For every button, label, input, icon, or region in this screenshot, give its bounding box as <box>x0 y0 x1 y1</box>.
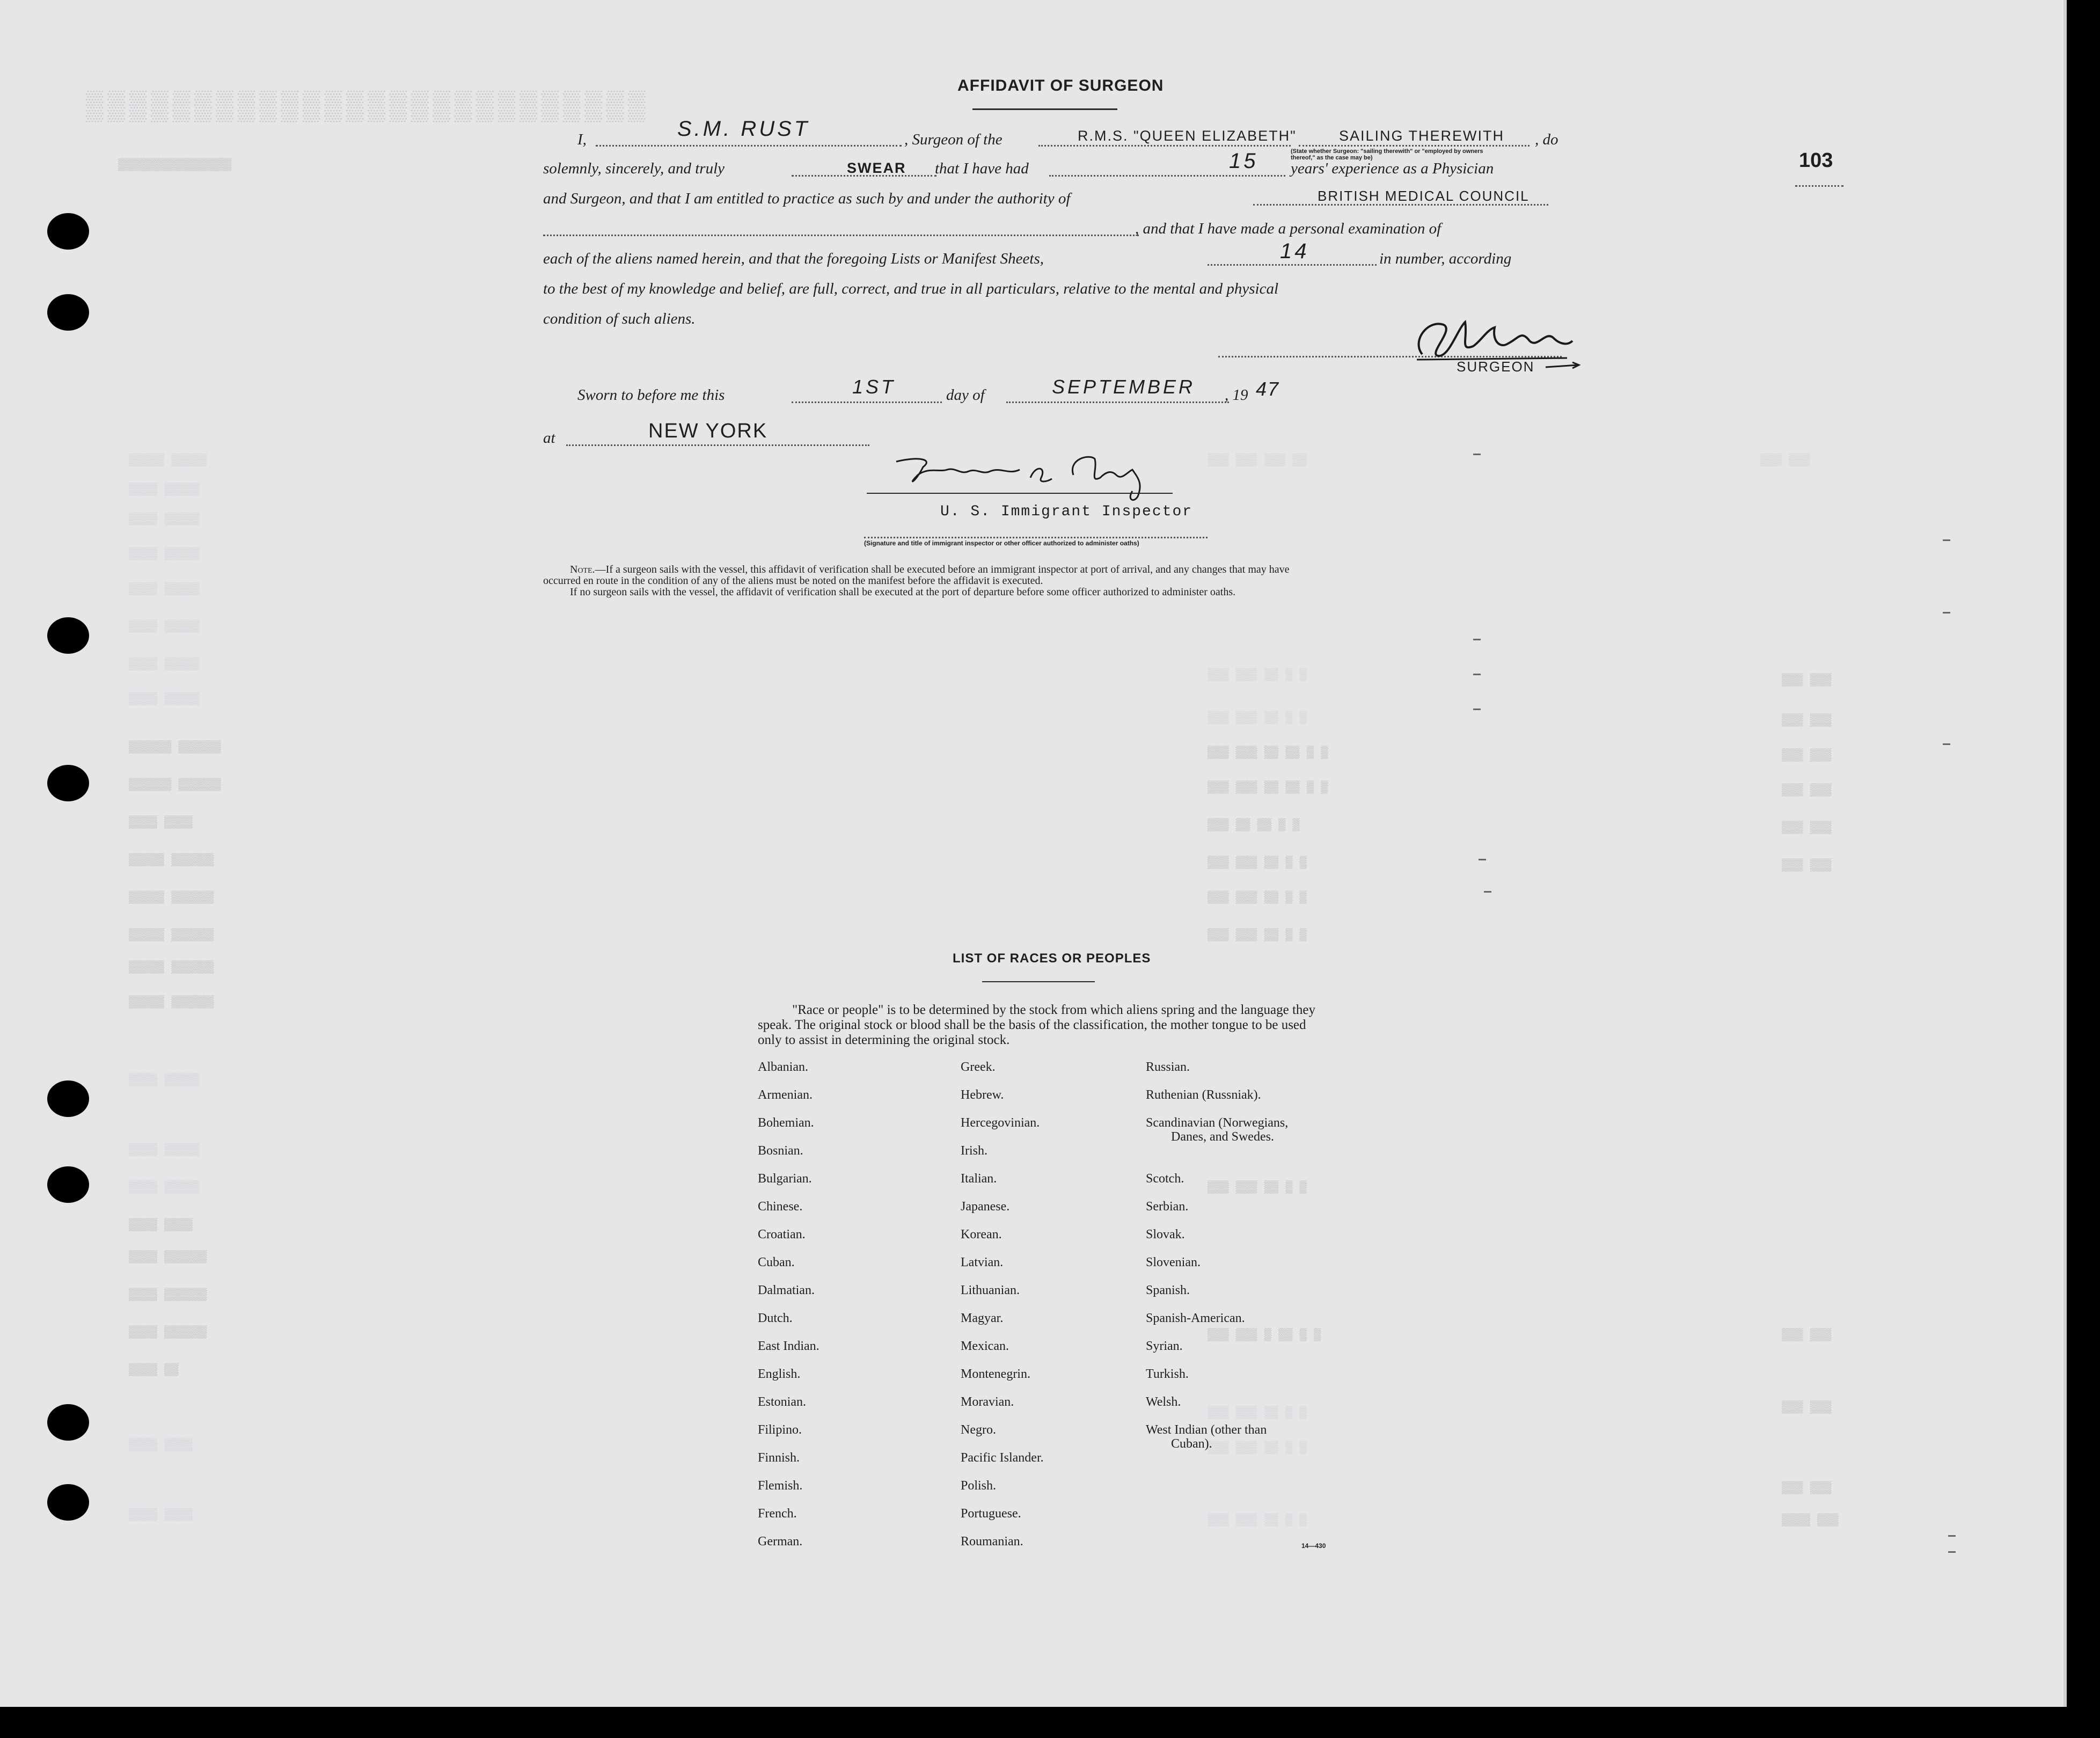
race-item: Syrian. <box>1146 1339 1183 1353</box>
line2-mid: that I have had <box>935 160 1029 177</box>
race-item: Korean. <box>961 1228 1002 1242</box>
race-item: Montenegrin. <box>961 1367 1030 1381</box>
inspector-signature <box>886 446 1165 505</box>
punch-hole <box>47 294 89 331</box>
race-item: Dalmatian. <box>758 1283 815 1297</box>
surgeon-name-line <box>596 145 902 147</box>
sworn-year-field: 47 <box>1256 378 1280 400</box>
race-item: Moravian. <box>961 1395 1014 1409</box>
note-line3: If no surgeon sails with the vessel, the affidavit of verification shall be executed at the port of departure before some officer authorized to administer oaths. <box>570 586 1236 598</box>
line1-prefix: I, <box>577 131 587 148</box>
race-item: German. <box>758 1535 803 1549</box>
oath-field: SWEAR <box>847 160 906 176</box>
surgeon-name-field: S.M. RUST <box>677 117 810 141</box>
race-item: Italian. <box>961 1172 997 1186</box>
race-item: Croatian. <box>758 1228 806 1242</box>
line2-prefix: solemnly, sincerely, and truly <box>543 160 725 177</box>
race-item: Scotch. <box>1146 1172 1184 1186</box>
race-item: Ruthenian (Russniak). <box>1146 1088 1261 1102</box>
authority-field: BRITISH MEDICAL COUNCIL <box>1318 188 1530 204</box>
line6: to the best of my knowledge and belief, are full, correct, and true in all particulars, relative to the mental and physical <box>543 280 1279 297</box>
race-item: East Indian. <box>758 1339 819 1353</box>
inspector-caption-line <box>864 537 1208 538</box>
inspector-signature-rule <box>867 493 1173 494</box>
race-item: Latvian. <box>961 1255 1004 1269</box>
sheets-field: 14 <box>1280 239 1309 263</box>
races-title-rule <box>982 981 1095 982</box>
surgeon-label: SURGEON <box>1457 359 1535 375</box>
race-item: Bulgarian. <box>758 1172 812 1186</box>
race-item: Bosnian. <box>758 1144 803 1158</box>
race-item: Spanish-American. <box>1146 1311 1245 1325</box>
vessel-field: R.M.S. "QUEEN ELIZABETH" <box>1078 128 1297 144</box>
sheets-line <box>1208 264 1377 266</box>
authority-continuation-line <box>543 235 1139 236</box>
sworn-prefix: Sworn to before me this <box>577 386 725 404</box>
punch-hole <box>47 1404 89 1441</box>
race-item: Albanian. <box>758 1060 808 1074</box>
inspector-title: U. S. Immigrant Inspector <box>940 503 1193 520</box>
race-item: Roumanian. <box>961 1535 1023 1549</box>
line3-prefix: and Surgeon, and that I am entitled to practice as such by and under the authority of <box>543 190 1071 207</box>
vessel-line <box>1038 145 1291 147</box>
status-line <box>1299 145 1530 147</box>
place-field: NEW YORK <box>648 420 768 442</box>
race-item: Hercegovinian. <box>961 1116 1040 1130</box>
race-item: Slovak. <box>1146 1228 1185 1242</box>
race-item: Armenian. <box>758 1088 813 1102</box>
race-item: West Indian (other than <box>1146 1423 1267 1437</box>
race-item: Chinese. <box>758 1200 803 1214</box>
punch-hole <box>47 765 89 801</box>
punch-hole <box>47 1080 89 1117</box>
line1-mid: , Surgeon of the <box>904 131 1003 148</box>
race-item: Flemish. <box>758 1479 803 1493</box>
line4-suffix: , and that I have made a personal examination of <box>1135 220 1442 237</box>
sworn-year-prefix: , 19 <box>1225 386 1248 404</box>
note-text-1: —If a surgeon sails with the vessel, this affidavit of verification shall be executed before an immigrant inspector at port of arrival, and any changes that may have <box>595 564 1290 575</box>
line1-suffix: , do <box>1535 131 1558 148</box>
note-label: Note. <box>570 564 595 575</box>
line5-suffix: in number, according <box>1379 250 1512 267</box>
race-item: Cuban). <box>1171 1437 1212 1451</box>
note-line1 <box>570 564 1290 575</box>
race-item: French. <box>758 1507 797 1521</box>
race-item: Finnish. <box>758 1451 800 1465</box>
race-item: Polish. <box>961 1479 997 1493</box>
race-item: Mexican. <box>961 1339 1009 1353</box>
punch-hole <box>47 1166 89 1203</box>
race-item: Scandinavian (Norwegians, <box>1146 1116 1289 1130</box>
status-field: SAILING THEREWITH <box>1339 128 1505 144</box>
sworn-month-field: SEPTEMBER <box>1052 376 1196 398</box>
page-number: 103 <box>1799 149 1833 172</box>
years-field: 15 <box>1229 149 1258 173</box>
race-item: Japanese. <box>961 1200 1010 1214</box>
race-item: Estonian. <box>758 1395 806 1409</box>
race-item: Dutch. <box>758 1311 793 1325</box>
manifest-sheet: ▒▒▒▒▒▒▒▒▒▒▒▒▒▒▒▒▒▒▒▒▒▒▒▒▒▒ ▒▒▒▒▒▒▒▒▒▒▒▒▒▒▒▒ ▒▒▒▒▒ ▒▒▒▒▒ ▒▒▒▒ ▒▒▒▒▒ ▒▒▒▒ ▒▒▒▒▒ ▒▒▒▒ ▒▒▒▒▒ ▒▒▒▒ ▒▒▒▒▒ ▒▒▒▒ ▒▒▒▒▒ ▒▒▒▒ ▒▒▒▒▒ ▒▒▒▒ ▒▒▒▒▒ ▒▒▒▒▒▒ ▒▒▒▒▒▒ ▒▒▒▒▒▒ ▒▒▒▒▒▒ ▒▒▒▒ ▒▒▒▒ ▒▒▒▒▒ ▒▒▒▒▒▒ ▒▒▒▒▒ ▒▒▒▒▒▒ ▒▒▒▒▒ ▒▒▒▒▒▒ ▒▒▒▒▒ ▒▒▒▒▒▒ ▒▒▒▒▒ ▒▒▒▒▒▒ ▒▒▒▒ ▒▒▒▒▒ ▒▒▒▒ ▒▒▒▒▒ ▒▒▒▒ ▒▒▒▒▒ ▒▒▒▒ ▒▒▒▒ ▒▒▒▒ ▒▒▒▒▒▒ ▒▒▒▒ ▒▒▒▒▒▒ ▒▒▒▒ ▒▒▒▒▒▒ ▒▒▒▒ ▒▒ ▒▒▒▒ ▒▒▒▒ ▒▒▒▒ ▒▒▒▒ ▒▒▒ ▒▒▒ ▒▒▒ ▒▒ ▒▒▒ ▒▒▒ ▒▒ ▒ ▒ ▒▒▒ ▒▒▒ ▒▒ ▒ ▒ ▒▒▒ ▒▒▒ ▒▒ ▒▒ ▒ ▒ ▒▒▒ ▒▒▒ ▒▒ ▒▒ ▒ ▒ ▒▒▒ ▒▒ ▒▒ ▒ ▒ ▒▒▒ ▒▒▒ ▒▒ ▒ ▒ ▒▒▒ ▒▒▒ ▒▒ ▒ ▒ ▒▒▒ ▒▒▒ ▒▒ ▒ ▒ ▒▒▒ ▒▒▒ ▒▒ ▒ ▒ ▒▒▒ ▒▒▒ ▒ ▒▒ ▒ ▒ ▒▒▒ ▒▒▒ ▒▒ ▒ ▒ ▒▒▒ ▒▒▒ ▒▒ ▒ ▒ ▒▒▒ ▒▒▒ ▒▒ ▒ ▒ ▒▒▒ ▒▒▒ ▒▒▒ ▒▒▒ ▒▒▒ ▒▒▒ ▒▒▒ ▒▒▒ ▒▒▒ ▒▒▒ ▒▒▒ ▒▒▒ ▒▒▒ ▒▒▒ ▒▒▒ ▒▒▒ ▒▒▒ ▒▒▒ ▒▒▒ ▒▒▒ ▒▒▒▒ ▒▒▒ 103 AFFIDAVIT OF SURGEON I, S.M. RUST , Surgeon of the R.M.S. "QUEEN ELIZABETH" SAILING THEREWITH , do (State whether Surgeon: "sailing therewith" or "employed by owners thereof," as the case may be) solemnly, sincerely, and truly SWEAR that I have had 15 years' experience as a Physician and Surgeon, and that I am entitled to practice as such by and under the authority of BRITISH MEDICAL COUNCIL , and that I have made a personal examination of each of the aliens named herein, and that the foregoing Lists or Manifest Sheets, 14 in number, according to the best of my knowledge and belief, are full, correct, and true in all particulars, relative to the mental and physical condition of such aliens. SURGEON Sworn to before me this 1ST day of SEPTEMBER , 19 47 at NEW YORK U. S. Immigrant Inspector (Signature and title of immigrant inspector or other officer authorized to administer oaths) Note.—If a surgeon sails with the vessel, this affidavit of verification shall be executed before an immigrant inspector at port of arrival, and any changes that may have occurred en route in the condition of any of the aliens must be noted on the manifest before the affidavit is executed. If no surgeon sails with the vessel, the affidavit of verification shall be executed at the port of departure before some officer authorized to administer oaths. LIST OF RACES OR PEOPLES "Race or people" is to be determined by the stock from which aliens spring and the language they speak. The original stock or blood shall be the basis of the classification, the mother tongue to be used only to assist in determining the original stock. Albanian. Armenian. Bohemian. Bosnian. Bulgarian. Chinese. Croatian. Cuban. Dalmatian. Dutch. East Indian. English. Estonian. Filipino. Finnish. Flemish. French. German. Greek. Hebrew. Hercegovinian. Irish. Italian. Japanese. Korean. Latvian. Lithuanian. Magyar. Mexican. Montenegrin. Moravian. Negro. Pacific Islander. Polish. Portuguese. Roumanian. Russian. Ruthenian (Russniak). Scandinavian (Norwegians, Danes, and Swedes. Scotch. Serbian. Slovak. Slovenian. Spanish. Spanish-American. Syrian. Turkish. Welsh. West Indian (other than Cuban). 14—430 <box>0 0 2067 1707</box>
race-item: Negro. <box>961 1423 996 1437</box>
line2-suffix: years' experience as a Physician <box>1291 160 1494 177</box>
form-number: 14—430 <box>1301 1542 1326 1550</box>
sworn-day-line <box>792 401 942 403</box>
race-item: Irish. <box>961 1144 987 1158</box>
races-intro: "Race or people" is to be determined by the stock from which aliens spring and the language they speak. The original stock or blood shall be the basis of the classification, the mother tongue to be used only to assist in determining the original stock. <box>758 1003 1315 1047</box>
title-rule <box>972 108 1117 110</box>
race-item: Turkish. <box>1146 1367 1189 1381</box>
page-number-underline <box>1795 185 1843 187</box>
race-item: Pacific Islander. <box>961 1451 1044 1465</box>
signature-arrow <box>1546 361 1583 371</box>
status-note: (State whether Surgeon: "sailing therewith" or "employed by owners thereof," as the case may be) <box>1291 148 1483 161</box>
punch-hole <box>47 213 89 250</box>
line5-prefix: each of the aliens named herein, and that the foregoing Lists or Manifest Sheets, <box>543 250 1044 267</box>
inspector-caption: (Signature and title of immigrant inspector or other officer authorized to administer oaths) <box>864 539 1139 547</box>
races-title: LIST OF RACES OR PEOPLES <box>953 951 1151 966</box>
race-item: Cuban. <box>758 1255 795 1269</box>
affidavit-title: AFFIDAVIT OF SURGEON <box>957 77 1164 94</box>
race-item: Bohemian. <box>758 1116 814 1130</box>
race-item: Hebrew. <box>961 1088 1004 1102</box>
years-line <box>1049 175 1285 177</box>
sworn-month-line <box>1006 401 1229 403</box>
race-item: Greek. <box>961 1060 996 1074</box>
sworn-day-field: 1ST <box>852 376 896 398</box>
place-line <box>566 444 869 446</box>
race-item: English. <box>758 1367 801 1381</box>
punch-hole <box>47 617 89 654</box>
race-item: Slovenian. <box>1146 1255 1201 1269</box>
sworn-day-label: day of <box>946 386 985 404</box>
at-label: at <box>543 429 555 447</box>
race-item: Welsh. <box>1146 1395 1181 1409</box>
race-item: Magyar. <box>961 1311 1004 1325</box>
note-line2: occurred en route in the condition of any of the aliens must be noted on the manifest before the affidavit is executed. <box>543 575 1043 587</box>
race-item: Serbian. <box>1146 1200 1189 1214</box>
race-item: Portuguese. <box>961 1507 1021 1521</box>
line7: condition of such aliens. <box>543 310 696 327</box>
race-item: Lithuanian. <box>961 1283 1020 1297</box>
race-item: Russian. <box>1146 1060 1190 1074</box>
race-item: Spanish. <box>1146 1283 1190 1297</box>
punch-hole <box>47 1484 89 1521</box>
race-item: Filipino. <box>758 1423 802 1437</box>
race-item: Danes, and Swedes. <box>1171 1130 1274 1144</box>
